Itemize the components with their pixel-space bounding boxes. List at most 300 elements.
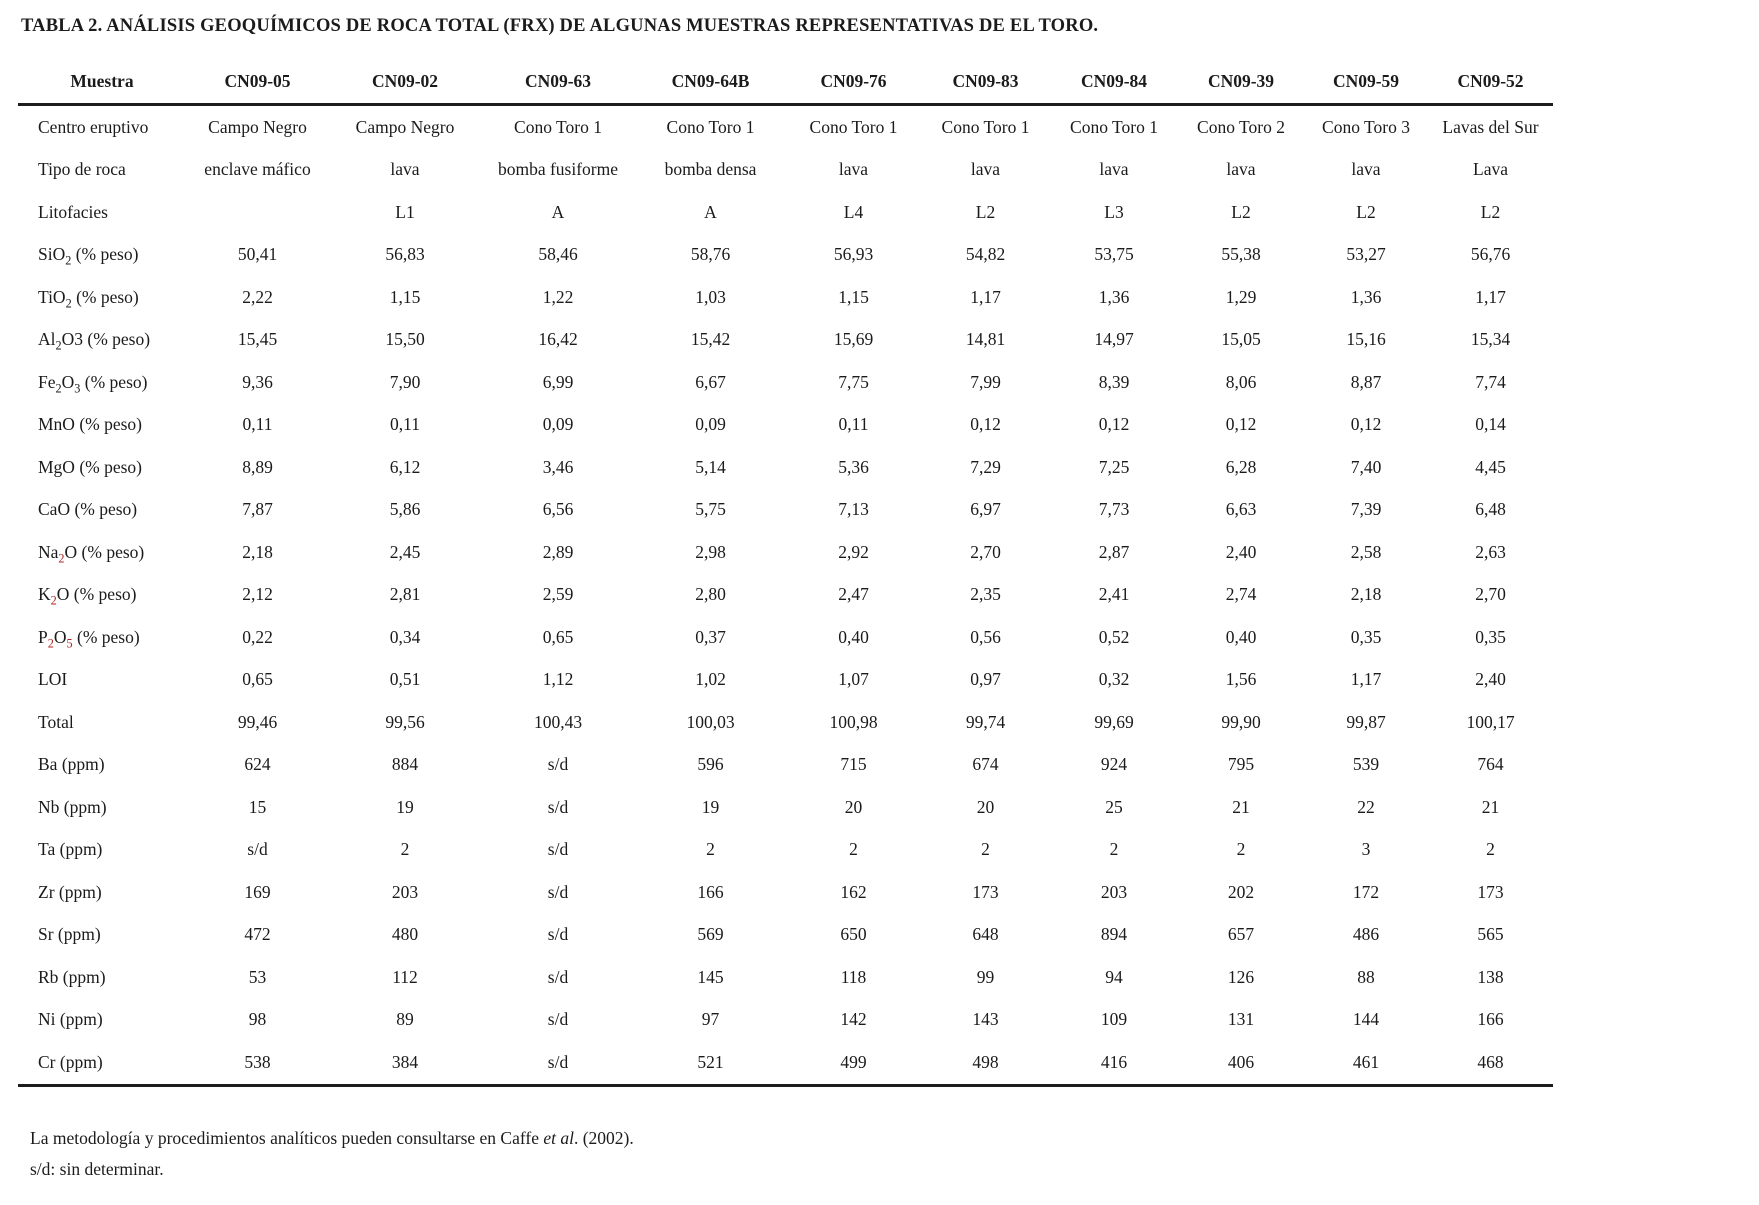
row-label: $P_2O_5$ (% peso)	[38, 626, 140, 651]
table-cell: 715	[840, 754, 867, 775]
footnotes	[30, 1123, 1759, 1185]
row-label: Nb (ppm)	[38, 796, 107, 817]
table-cell: 472	[244, 924, 271, 945]
table-cell: s/d	[547, 881, 569, 902]
row-label: Litofacies	[38, 201, 108, 222]
table-cell: 58,76	[690, 244, 731, 265]
row-label: $Al_2O3$ (% peso)	[38, 329, 151, 353]
column-header: CN09-76	[786, 63, 921, 105]
table-row	[18, 531, 1553, 574]
table-cell: 2,92	[838, 541, 869, 562]
table-cell: 2,41	[1098, 584, 1130, 605]
table-cell: 480	[391, 924, 419, 945]
table-cell: 1,17	[1475, 286, 1506, 307]
row-label: MnO (% peso)	[38, 414, 143, 435]
row-label: Zr (ppm)	[38, 881, 102, 902]
footnote-method-pre: La metodología y procedimientos analíticos pueden consultarse en Caffe	[30, 1127, 544, 1148]
row-label: Ni (ppm)	[38, 1009, 103, 1030]
table-cell: 1,22	[542, 286, 574, 307]
table-cell: 6,12	[389, 456, 421, 477]
table-cell: 126	[1227, 966, 1255, 987]
subscript: 2	[55, 381, 62, 396]
table-cell: 0,65	[242, 669, 273, 690]
table-cell: 54,82	[965, 244, 1006, 265]
subscript: 2	[50, 593, 57, 608]
row-label: Tipo de roca	[38, 159, 126, 180]
subscript: 3	[74, 381, 81, 396]
table-cell: 1,17	[970, 286, 1001, 307]
table-cell: 55,38	[1221, 244, 1261, 265]
row-label: Centro eruptivo	[38, 116, 149, 137]
row-label: Ta (ppm)	[38, 839, 103, 860]
table-cell: 131	[1227, 1009, 1255, 1030]
subscript: 2	[58, 551, 65, 566]
table-cell: 2	[400, 839, 410, 860]
table-cell: 596	[697, 754, 724, 775]
table-cell: 1,15	[838, 286, 869, 307]
table-cell: 0,35	[1475, 626, 1506, 647]
table-row	[18, 574, 1553, 617]
table-cell: 6,48	[1475, 499, 1506, 520]
table-cell: 0,11	[390, 414, 420, 435]
table-cell: 764	[1477, 754, 1504, 775]
table-cell: 56,83	[385, 244, 425, 265]
table-cell: 142	[840, 1009, 867, 1030]
table-cell: 0,97	[970, 669, 1001, 690]
column-header: CN09-05	[186, 63, 329, 105]
table-cell: 1,03	[695, 286, 726, 307]
table-cell: lava	[838, 159, 869, 180]
table-cell: 0,22	[242, 626, 273, 647]
table-cell: bomba fusiforme	[497, 159, 619, 180]
table-cell: 2,47	[838, 584, 869, 605]
table-cell: enclave máfico	[204, 159, 311, 180]
table-cell: 6,28	[1225, 456, 1257, 477]
table-cell: 15,50	[385, 329, 425, 350]
table-cell: 0,56	[970, 626, 1001, 647]
table-cell: 0,51	[389, 669, 421, 690]
table-cell: 461	[1304, 1041, 1428, 1085]
row-label: $Na_2O$ (% peso)	[38, 541, 145, 566]
table-row	[18, 149, 1553, 192]
table-cell: 173	[972, 881, 999, 902]
table-cell: 569	[697, 924, 724, 945]
table-cell: 118	[840, 966, 867, 987]
table-cell: 2,40	[1475, 669, 1506, 690]
table-cell: 6,67	[695, 371, 726, 392]
table-cell: 145	[697, 966, 724, 987]
table-cell: 2,74	[1225, 584, 1257, 605]
table-cell: L1	[395, 201, 415, 222]
column-header: CN09-02	[329, 63, 481, 105]
table-cell: 1,12	[542, 669, 574, 690]
table-cell: 1,07	[838, 669, 869, 690]
table-cell: 1,17	[1350, 669, 1382, 690]
table-cell: 7,39	[1350, 499, 1382, 520]
table-cell: lava	[1099, 159, 1129, 180]
table-cell: 5,14	[695, 456, 726, 477]
footnote-method-post: . (2002).	[573, 1127, 634, 1148]
table-cell: 2	[1486, 839, 1495, 860]
table-cell: 5,36	[838, 456, 869, 477]
table-cell: Cono Toro 2	[1197, 116, 1285, 137]
table-cell: 97	[701, 1009, 720, 1030]
footnote-method	[30, 1123, 1759, 1154]
table-cell: 7,75	[838, 371, 869, 392]
row-label: Rb (ppm)	[38, 966, 106, 987]
table-cell: 138	[1477, 966, 1504, 987]
table-row	[18, 786, 1553, 829]
table-cell: 99,46	[237, 711, 278, 732]
table-cell: 7,87	[242, 499, 273, 520]
table-cell: 0,09	[542, 414, 574, 435]
column-header: CN09-63	[481, 63, 635, 105]
table-cell: lava	[1351, 159, 1381, 180]
table-cell: L2	[975, 201, 996, 222]
table-cell: 14,81	[965, 329, 1006, 350]
table-cell: s/d	[547, 796, 569, 817]
table-cell: Cono Toro 1	[666, 116, 755, 137]
table-row	[18, 404, 1553, 447]
table-cell: 2	[849, 839, 858, 860]
table-cell: 539	[1352, 754, 1380, 775]
footnote-sd: s/d: sin determinar.	[30, 1158, 164, 1179]
table-cell: 173	[1477, 881, 1504, 902]
table-cell: 8,89	[242, 456, 273, 477]
row-label: CaO (% peso)	[38, 499, 138, 520]
table-cell: Campo Negro	[355, 116, 455, 137]
header-row	[18, 63, 1553, 105]
table-cell: 3,46	[542, 456, 574, 477]
table-cell: 2,40	[1225, 541, 1257, 562]
table-cell: 1,15	[389, 286, 421, 307]
table-cell: 20	[976, 796, 995, 817]
column-header: CN09-84	[1050, 63, 1178, 105]
table-cell: 1,02	[695, 669, 726, 690]
table-cell: 100,03	[686, 711, 735, 732]
table-cell: 657	[1227, 924, 1255, 945]
table-row	[18, 616, 1553, 659]
table-cell: Cono Toro 1	[941, 116, 1030, 137]
table-cell: 20	[844, 796, 863, 817]
table-row	[18, 871, 1553, 914]
table-row	[18, 446, 1553, 489]
table-cell: 2,70	[1475, 584, 1506, 605]
table-cell: 25	[1105, 796, 1123, 817]
table-cell: 9,36	[242, 371, 273, 392]
table-cell: 0,37	[695, 626, 726, 647]
table-cell: Cono Toro 1	[809, 116, 898, 137]
table-cell: 7,73	[1098, 499, 1130, 520]
footnote-method-etal: et al	[543, 1127, 574, 1148]
table-cell: 15,34	[1470, 329, 1511, 350]
table-row	[18, 956, 1553, 999]
table-cell: Campo Negro	[208, 116, 307, 137]
subscript: 2	[65, 296, 72, 311]
table-cell: Cono Toro 3	[1322, 116, 1410, 137]
subscript: 2	[55, 338, 62, 353]
table-cell: 50,41	[237, 244, 278, 265]
table-cell: 795	[1227, 754, 1255, 775]
table-cell: 2,18	[1350, 584, 1382, 605]
table-cell: 99	[976, 966, 995, 987]
table-row	[18, 999, 1553, 1042]
table-cell: 624	[244, 754, 271, 775]
table-row	[18, 361, 1553, 404]
table-cell: 99,87	[1346, 711, 1386, 732]
table-cell: 8,87	[1350, 371, 1382, 392]
table-cell: 2,58	[1350, 541, 1382, 562]
table-cell: 499	[786, 1041, 921, 1085]
table-cell: 2	[1109, 839, 1119, 860]
table-cell: 7,25	[1098, 456, 1130, 477]
table-cell: 3	[1361, 839, 1371, 860]
row-label: Total	[38, 711, 74, 732]
table-cell: 5,86	[389, 499, 421, 520]
table-cell: s/d	[481, 1041, 635, 1085]
table-cell: 53,27	[1346, 244, 1386, 265]
table-cell: L4	[843, 201, 864, 222]
table-cell: 89	[396, 1009, 414, 1030]
table-cell: 2,63	[1475, 541, 1506, 562]
column-header: CN09-59	[1304, 63, 1428, 105]
table-title: TABLA 2. ANÁLISIS GEOQUÍMICOS DE ROCA TOTAL (FRX) DE ALGUNAS MUESTRAS REPRESENTATIVAS DE EL TORO.	[21, 16, 1099, 36]
table-cell: 0,12	[970, 414, 1001, 435]
table-cell: 16,42	[538, 329, 578, 350]
table-cell: 2,80	[695, 584, 726, 605]
table-row	[18, 659, 1553, 702]
table-cell: 674	[972, 754, 999, 775]
row-label: Sr (ppm)	[38, 924, 101, 945]
table-row	[18, 234, 1553, 277]
table-cell: lava	[390, 159, 420, 180]
table-cell: 2,18	[242, 541, 273, 562]
table-cell: 0,12	[1350, 414, 1382, 435]
table-cell: 1,36	[1098, 286, 1130, 307]
table-cell: 19	[701, 796, 720, 817]
table-cell: 2,87	[1098, 541, 1130, 562]
table-cell: 21	[1481, 796, 1500, 817]
table-cell: 2,89	[542, 541, 574, 562]
table-cell: 203	[391, 881, 419, 902]
row-label: Cr (ppm)	[18, 1041, 186, 1085]
table-row	[18, 1041, 1553, 1085]
table-cell: 202	[1227, 881, 1255, 902]
table-cell: 894	[1100, 924, 1128, 945]
table-cell: lava	[970, 159, 1001, 180]
geochem-table	[18, 63, 1553, 1087]
table-cell: s/d	[547, 839, 569, 860]
table-cell: 0,40	[838, 626, 869, 647]
table-cell: 143	[972, 1009, 999, 1030]
table-cell: 650	[840, 924, 867, 945]
table-row	[18, 489, 1553, 532]
table-cell: 7,29	[970, 456, 1001, 477]
table-cell: s/d	[547, 1009, 569, 1030]
table-cell: 565	[1477, 924, 1504, 945]
table-row	[18, 701, 1553, 744]
table-cell: 7,13	[838, 499, 869, 520]
table-cell: 6,63	[1225, 499, 1257, 520]
table-cell: 94	[1105, 966, 1123, 987]
table-cell: 2,98	[695, 541, 726, 562]
table-cell: 15,42	[690, 329, 731, 350]
table-cell: 100,43	[533, 711, 583, 732]
subscript: 5	[66, 636, 73, 651]
table-cell: 53	[248, 966, 267, 987]
table-body	[18, 105, 1553, 1086]
table-cell: 2,22	[242, 286, 273, 307]
table-cell: 162	[840, 881, 867, 902]
table-cell: 538	[186, 1041, 329, 1085]
table-cell: 109	[1100, 1009, 1128, 1030]
table-cell: Cono Toro 1	[514, 116, 602, 137]
table-cell: 7,99	[970, 371, 1001, 392]
table-cell: 468	[1428, 1041, 1553, 1085]
table-cell: Lavas del Sur	[1442, 116, 1539, 137]
table-cell: 0,12	[1098, 414, 1130, 435]
table-cell: 6,99	[542, 371, 574, 392]
header-muestra: Muestra	[18, 63, 186, 105]
table-cell: 6,56	[542, 499, 574, 520]
table-cell: 169	[244, 881, 271, 902]
table-cell: 166	[1477, 1009, 1504, 1030]
row-label: MgO (% peso)	[38, 456, 143, 477]
table-cell	[186, 191, 329, 234]
subscript: 2	[47, 636, 54, 651]
table-cell: 99,90	[1221, 711, 1261, 732]
column-header: CN09-39	[1178, 63, 1304, 105]
table-cell: 0,11	[242, 414, 273, 435]
table-cell: lava	[1226, 159, 1256, 180]
table-cell: 203	[1100, 881, 1128, 902]
table-cell: 8,39	[1098, 371, 1130, 392]
table-cell: bomba densa	[664, 159, 757, 180]
table-cell: 15,16	[1346, 329, 1386, 350]
table-cell: s/d	[547, 754, 569, 775]
table-cell: L2	[1480, 201, 1501, 222]
table-cell: s/d	[247, 839, 268, 860]
table-cell: 53,75	[1094, 244, 1134, 265]
table-cell: 0,52	[1098, 626, 1130, 647]
table-cell: 0,12	[1225, 414, 1257, 435]
table-cell: 8,06	[1225, 371, 1257, 392]
table-cell: 58,46	[538, 244, 578, 265]
table-cell: 19	[396, 796, 414, 817]
table-cell: 4,45	[1475, 456, 1506, 477]
row-label: LOI	[38, 669, 68, 690]
table-row	[18, 276, 1553, 319]
table-cell: 144	[1352, 1009, 1380, 1030]
table-cell: s/d	[547, 924, 569, 945]
row-label: $Fe_2O_3$ (% peso)	[38, 371, 148, 396]
table-cell: 56,93	[833, 244, 874, 265]
table-cell: 1,29	[1225, 286, 1257, 307]
table-cell: L3	[1104, 201, 1124, 222]
table-row	[18, 105, 1553, 149]
table-cell: 99,69	[1094, 711, 1134, 732]
table-cell: 98	[248, 1009, 267, 1030]
table-cell: 22	[1357, 796, 1375, 817]
table-cell: 7,90	[389, 371, 421, 392]
column-header: CN09-83	[921, 63, 1050, 105]
table-cell: 0,09	[695, 414, 726, 435]
table-cell: 100,17	[1466, 711, 1515, 732]
table-row	[18, 319, 1553, 362]
table-row	[18, 914, 1553, 957]
table-cell: 2,12	[242, 584, 273, 605]
table-cell: 0,32	[1098, 669, 1130, 690]
table-cell: 15	[248, 796, 267, 817]
table-cell: 112	[392, 966, 418, 987]
row-label: TiO$_2$ (% peso)	[38, 286, 139, 311]
table-cell: 99,56	[385, 711, 425, 732]
table-cell: 5,75	[695, 499, 726, 520]
column-header: CN09-52	[1428, 63, 1553, 105]
table-cell: 648	[972, 924, 999, 945]
table-cell: Cono Toro 1	[1070, 116, 1158, 137]
table-cell: 2,81	[389, 584, 421, 605]
table-cell: 6,97	[970, 499, 1001, 520]
table-cell: 99,74	[965, 711, 1006, 732]
table-cell: 924	[1100, 754, 1128, 775]
row-label: $K_2O$ (% peso)	[38, 584, 137, 608]
table-cell: 521	[635, 1041, 786, 1085]
table-cell: L2	[1356, 201, 1376, 222]
table-cell: 2	[706, 839, 715, 860]
table-cell: 0,11	[838, 414, 869, 435]
table-cell: 406	[1178, 1041, 1304, 1085]
table-row	[18, 744, 1553, 787]
table-cell: 384	[329, 1041, 481, 1085]
table-cell: 2,45	[389, 541, 421, 562]
table-cell: 15,69	[833, 329, 874, 350]
table-cell: 0,34	[389, 626, 421, 647]
table-cell: 498	[921, 1041, 1050, 1085]
table-cell: 166	[697, 881, 724, 902]
table-row	[18, 829, 1553, 872]
table-cell: L2	[1231, 201, 1251, 222]
table-cell: 2	[981, 839, 990, 860]
table-cell: 14,97	[1094, 329, 1134, 350]
table-cell: A	[704, 201, 717, 222]
table-cell: A	[551, 201, 565, 222]
table-cell: 15,05	[1221, 329, 1261, 350]
table-cell: 88	[1357, 966, 1375, 987]
table-cell: 416	[1050, 1041, 1178, 1085]
subscript: 2	[65, 253, 72, 268]
table-cell: 0,40	[1225, 626, 1257, 647]
table-cell: s/d	[547, 966, 569, 987]
table-cell: 100,98	[829, 711, 878, 732]
row-label: Ba (ppm)	[38, 754, 105, 775]
table-cell: Lava	[1473, 159, 1508, 180]
table-cell: 2	[1236, 839, 1246, 860]
table-cell: 884	[391, 754, 419, 775]
table-cell: 56,76	[1470, 244, 1511, 265]
table-cell: 15,45	[237, 329, 278, 350]
table-cell: 21	[1232, 796, 1250, 817]
table-cell: 1,56	[1225, 669, 1257, 690]
table-cell: 0,65	[542, 626, 574, 647]
table-cell: 7,40	[1350, 456, 1382, 477]
table-cell: 2,70	[970, 541, 1001, 562]
row-label: SiO$_2$ (% peso)	[38, 244, 139, 268]
table-cell: 172	[1352, 881, 1380, 902]
table-row	[18, 191, 1553, 234]
table-cell: 1,36	[1350, 286, 1382, 307]
table-cell: 7,74	[1475, 371, 1506, 392]
